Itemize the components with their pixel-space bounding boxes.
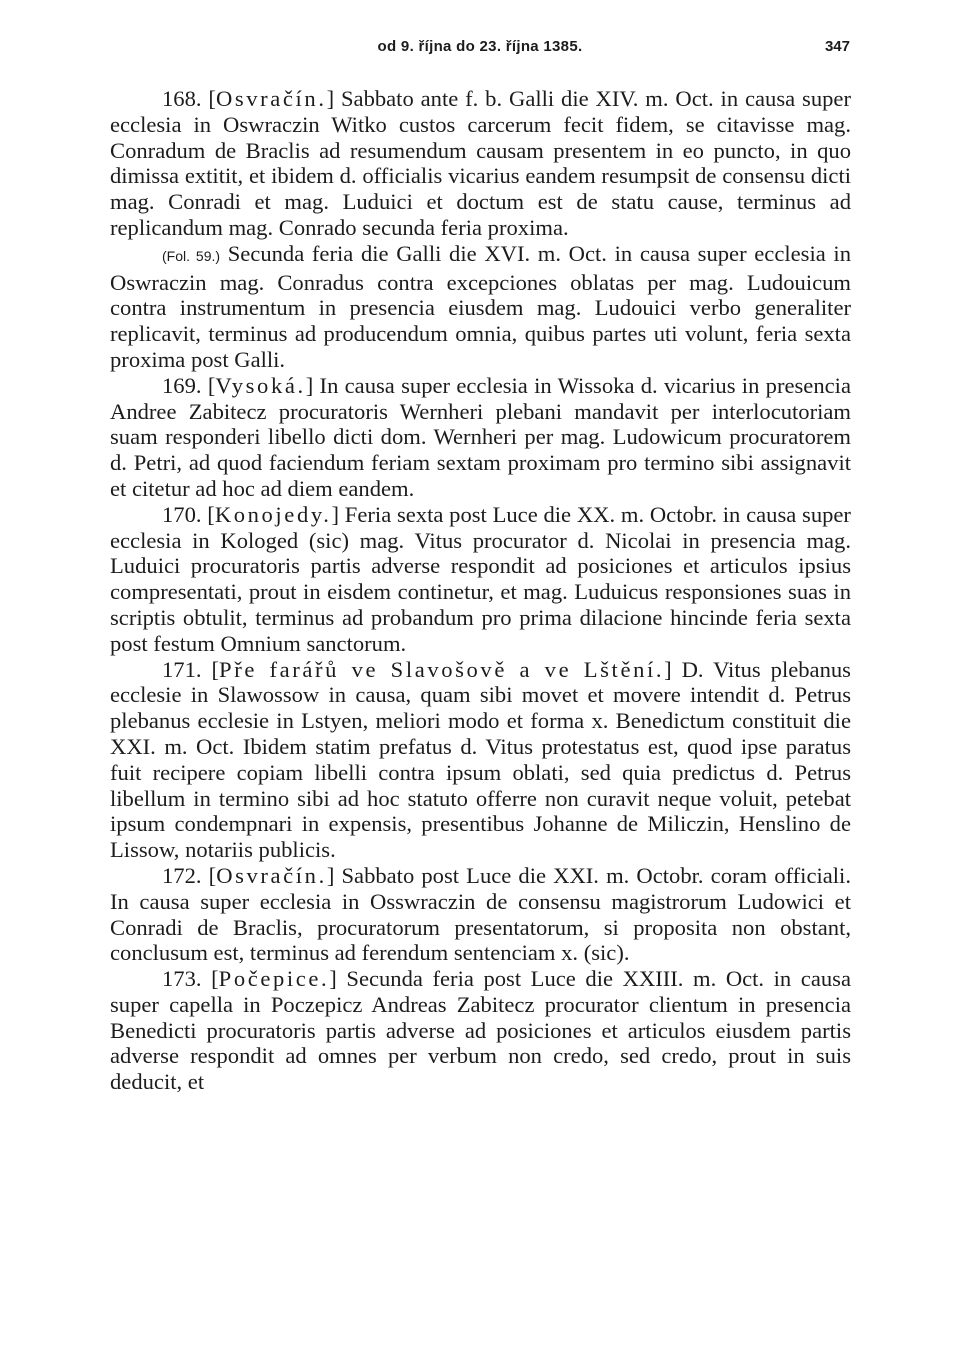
entry-number: 171. (162, 656, 202, 682)
entry-170: 170. [Konojedy.] Feria sexta post Luce die XX. m. Octobr. in causa super ecclesia in Kologed (sic) mag. Vitus procurator d. Nicolai in presencia mag. Luduici procuratoris partis adverse respondit ad posiciones et articulos ipsius compresentati, prout in eisdem continetur, et mag. Luduicus responsiones suas in scriptis obtulit, terminus ad probandum pro prima dilacione hincinde feria sexta post festum Omnium sanctorum. (110, 501, 851, 656)
entry-text: Sabbato ante f. b. Galli die XIV. m. Oct. in causa super ecclesia in Oswraczin Witko custos carcerum fecit fidem, se citavisse mag. Conradum de Braclis ad resumendum causam presentem in eo puncto, in quo dimissa extitit, et ibidem d. officialis vicarius eandem resumpsit de consensu dicti mag. Conradi et mag. Luduici et doctum est de statu cause, terminus ad replicandum mag. Conrado secunda feria proxima. (110, 86, 851, 240)
entry-169: 169. [Vysoká.] In causa super ecclesia in Wissoka d. vicarius in presencia Andree Zabitecz procuratoris Wernheri plebani mandavit per interlocutoriam suam responderi libello dicti dom. Wernheri per mag. Ludowicum procuratorem d. Petri, ad quod faciendum feriam sextam proximam pro termino sibi assignavit et citetur ad hoc ad diem eandem. (110, 372, 851, 501)
page-number: 347 (824, 38, 850, 55)
place-name: Osvračín. (215, 86, 327, 111)
entry-number: 169. (162, 372, 202, 398)
entry-text: In causa super ecclesia in Wissoka d. vicarius in presencia Andree Zabitecz procuratoris Wernheri plebani mandavit per interlocutoriam suam responderi libello dicti dom. Wernheri per mag. Ludowicum procuratorem d. Petri, ad quod faciendum feriam sextam proximam pro termino sibi assignavit et citetur ad hoc ad diem eandem. (110, 372, 851, 501)
entry-number: 168. (162, 86, 202, 111)
entry-172: 172. [Osvračín.] Sabbato post Luce die XXI. m. Octobr. coram officiali. In causa super ecclesia in Osswraczin de consensu magistrorum Ludowici et Conradi de Braclis, procuratorum presentatorum, si proposita non obstant, conclusum est, terminus ad ferendum sentenciam x. (sic). (110, 862, 851, 966)
running-title: od 9. října do 23. října 1385. (377, 38, 583, 55)
entry-text: Sabbato post Luce die XXI. m. Octobr. coram officiali. In causa super ecclesia in Osswraczin de consensu magistrorum Ludowici et Conradi de Braclis, procuratorum presentatorum, si proposita non obstant, conclusum est, terminus ad ferendum sentenciam x. (sic). (110, 862, 851, 966)
folio-marker: (Fol. 59.) (162, 247, 221, 264)
entry-171: 171. [Pře farářů ve Slavošově a ve Lštění.] D. Vitus plebanus ecclesie in Slawossow in causa, quam sibi movet et movere intendit d. Petrus plebanus ecclesie in Lstyen, meliori modo et forma x. Benedictum constituit die XXI. m. Oct. Ibidem statim prefatus d. Vitus protestatus est, quod ipse paratus fuit recipere copiam libelli contra ipsum oblati, sed quia predictus d. Petrus libellum in termino sibi ad hoc statuto offerre non curavit neque voluit, petebat ipsum condempnari in expensis, presentibus Johanne de Miliczin, Henslino de Lissow, notariis publicis. (110, 656, 851, 863)
entry-168: 168. [Osvračín.] Sabbato ante f. b. Galli die XIV. m. Oct. in causa super ecclesia in Oswraczin Witko custos carcerum fecit fidem, se citavisse mag. Conradum de Braclis ad resumendum causam presentem in eo puncto, in quo dimissa extitit, et ibidem d. officialis vicarius eandem resumpsit de consensu dicti mag. Conradi et mag. Luduici et doctum est de statu cause, terminus ad replicandum mag. Conrado secunda feria proxima. (110, 86, 851, 240)
entry-text: D. Vitus plebanus ecclesie in Slawossow in causa, quam sibi movet et movere intendit d. Petrus plebanus ecclesie in Lstyen, meliori modo et forma x. Benedictum constituit die XXI. m. Oct. Ibidem statim prefatus d. Vitus protestatus est, quod ipse paratus fuit recipere copiam libelli contra ipsum oblati, sed quia predictus d. Petrus libellum in termino sibi ad hoc statuto offerre non curavit neque voluit, petebat ipsum condempnari in expensis, presentibus Johanne de Miliczin, Henslino de Lissow, notariis publicis. (110, 656, 851, 863)
entry-text: Feria sexta post Luce die XX. m. Octobr. in causa super ecclesia in Kologed (sic) mag. Vitus procurator d. Nicolai in presencia mag. Luduici procuratoris partis adverse respondit ad posiciones et articulos ipsius compresentati, prout in eisdem continetur, et mag. Luduicus responsiones suas in scriptis obtulit, terminus ad probandum pro prima dilacione hincinde feria sexta post festum Omnium sanctorum. (110, 501, 851, 656)
entry-168-continued (110, 241, 851, 373)
running-head (110, 34, 850, 64)
entry-text: Secunda feria die Galli die XVI. m. Oct. in causa super ecclesia in Oswraczin mag. Conradus contra excepciones oblatas per mag. Ludouicum contra instrumentum in presencia eiusdem mag. Ludouici verbo generaliter replicavit, terminus ad producendum omnia, quibus partes uti volunt, feria sexta proxima post Galli. (110, 240, 851, 372)
entry-text: Secunda feria post Luce die XXIII. m. Oct. in causa super capella in Poczepicz Andreas Zabitecz procurator clientum in presencia Benedicti procuratoris partis adverse ad posiciones et articulos eiusdem partis adverse respondit ad omnes per verbum non credo, sed credo, prout in suis deducit, et (110, 966, 851, 1095)
place-name: Osvračín. (216, 862, 327, 888)
entry-number: 173. (162, 966, 202, 992)
place-name: Počepice. (218, 966, 330, 992)
place-name: Pře farářů ve Slavošově a ve Lštění. (219, 656, 665, 682)
entry-number: 172. (162, 862, 202, 888)
entry-number: 170. (162, 501, 202, 527)
place-name: Konojedy. (214, 501, 332, 527)
entry-173: 173. [Počepice.] Secunda feria post Luce die XXIII. m. Oct. in causa super capella in Poczepicz Andreas Zabitecz procurator clientum in presencia Benedicti procuratoris partis adverse ad posiciones et articulos eiusdem partis adverse respondit ad omnes per verbum non credo, sed credo, prout in suis deducit, et (110, 966, 851, 1095)
body-text (110, 86, 851, 1095)
place-name: Vysoká. (215, 372, 306, 398)
